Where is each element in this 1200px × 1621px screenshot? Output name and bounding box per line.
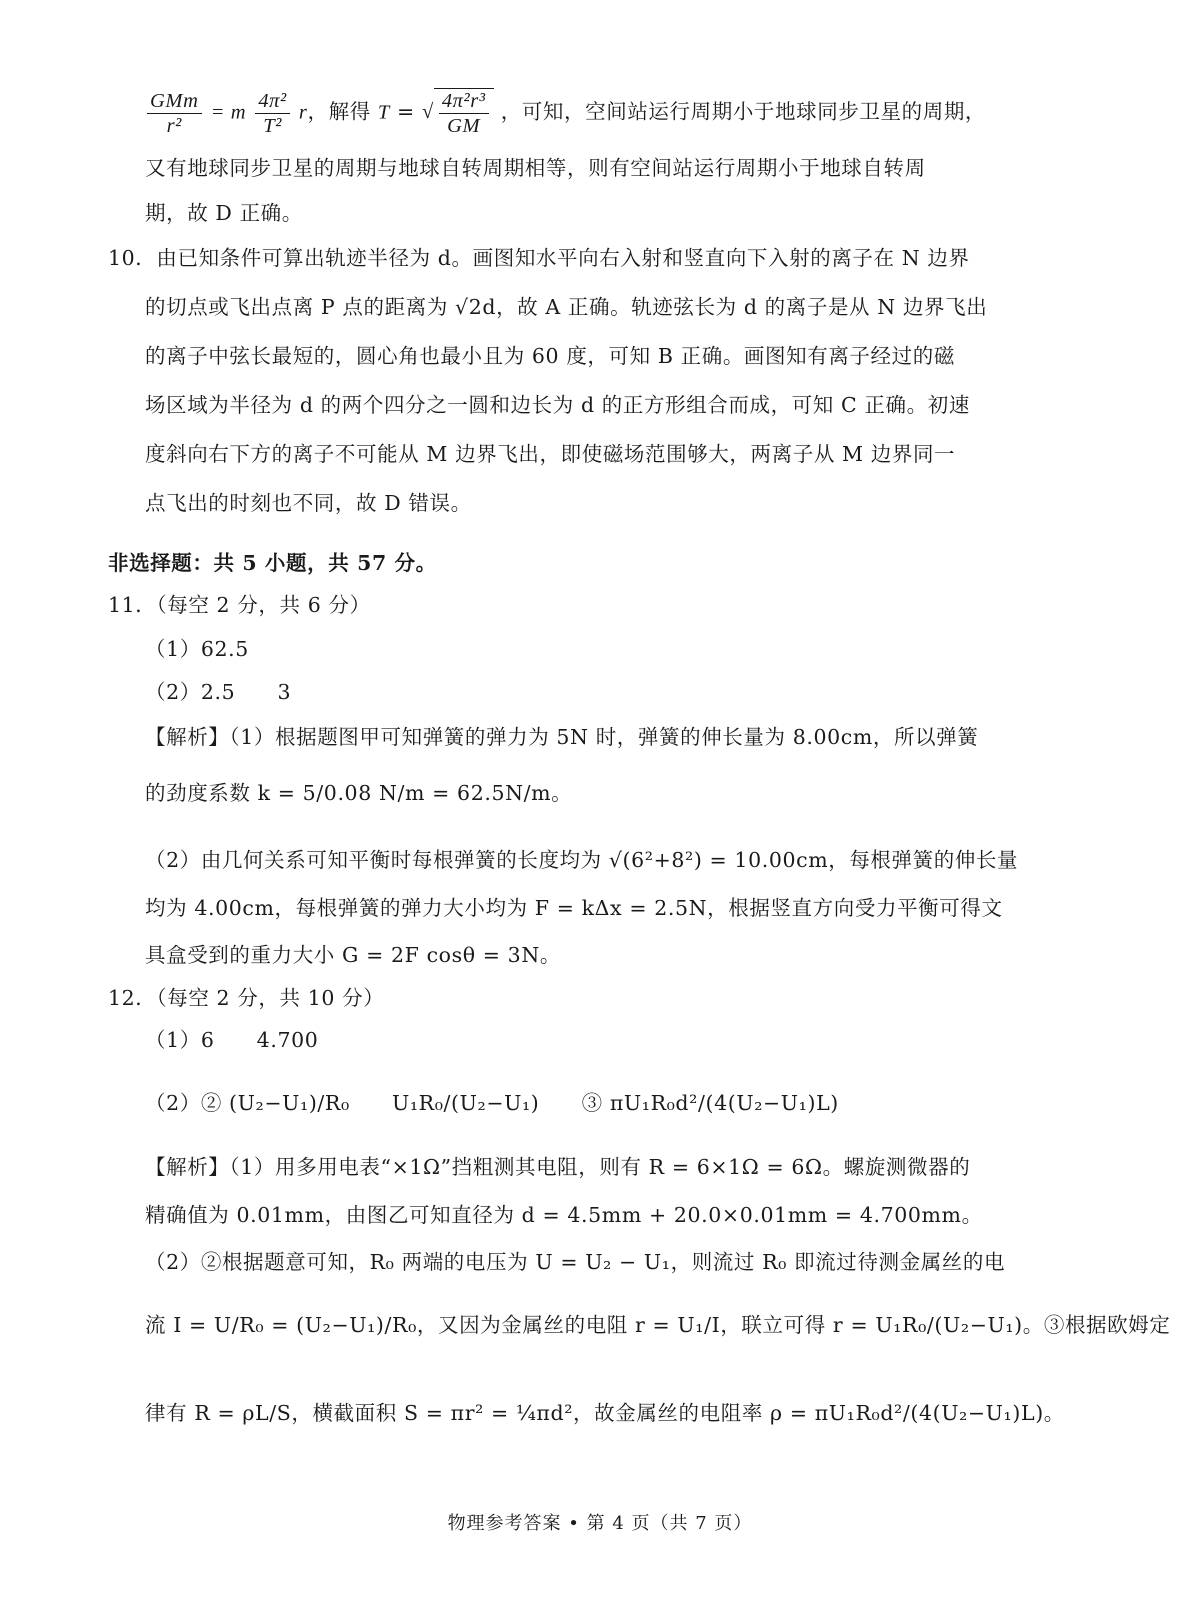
q9-line2: 又有地球同步卫星的周期与地球自转周期相等，则有空间站运行周期小于地球自转周 <box>145 156 926 180</box>
q11-exp1: 【解析】（1）根据题图甲可知弹簧的弹力为 5N 时，弹簧的伸长量为 8.00cm，所以弹簧 <box>145 725 979 749</box>
q9-frac-4pi2: $\frac{\text{4π²}}{\text{T²}}$ <box>255 89 289 138</box>
q9-line1: ，可知，空间站运行周期小于地球同步卫星的周期， <box>500 99 987 124</box>
q11-header: 11．（每空 2 分，共 6 分） <box>108 593 371 617</box>
q11-ans1: （1）62.5 <box>145 637 249 661</box>
q9-line3: 期，故 D 正确。 <box>145 201 303 225</box>
q9-frac-gmm: $\frac{\text{GMm}}{\text{r²}}$ <box>147 89 202 138</box>
q11-exp3: （2）由几何关系可知平衡时每根弹簧的长度均为 √(6²+8²) = 10.00cm，每根弹簧的伸长量 <box>145 848 1019 872</box>
section-title: 非选择题：共 5 小题，共 57 分。 <box>108 551 437 575</box>
q9-sqrt: √ $\frac{\text{4π²r³}}{GM}$ <box>422 88 494 138</box>
q12-ans1: （1）6 4.700 <box>145 1028 319 1052</box>
q11-exp4: 均为 4.00cm，每根弹簧的弹力大小均为 F = kΔx = 2.5N，根据竖直方向受力平衡可得文 <box>145 896 1003 920</box>
q9-formula-line: $\frac{\text{GMm}}{\text{r²}}$ = m $\frac{\text{4π²}}{\text{T²}}$ r，解得 T = √ $\frac{\text{4π²r³}}{GM}$ ，可知，空间站运行周期小于地球同步卫星的周期， <box>145 88 986 138</box>
q12-exp4: 流 I = U/R₀ = (U₂−U₁)/R₀，又因为金属丝的电阻 r = U₁/I，联立可得 r = U₁R₀/(U₂−U₁)。③根据欧姆定 <box>145 1313 1171 1337</box>
q10-line4: 场区域为半径为 d 的两个四分之一圆和边长为 d 的正方形组合而成，可知 C 正确。初速 <box>145 393 970 417</box>
q12-exp2: 精确值为 0.01mm，由图乙可知直径为 d = 4.5mm + 20.0×0.01mm = 4.700mm。 <box>145 1203 983 1227</box>
q12-ans2: （2）② (U₂−U₁)/R₀ U₁R₀/(U₂−U₁) ③ πU₁R₀d²/(4(U₂−U₁)L) <box>145 1091 839 1115</box>
q11-ans2: （2）2.5 3 <box>145 680 292 704</box>
q12-header: 12．（每空 2 分，共 10 分） <box>108 986 385 1010</box>
q10-line2: 的切点或飞出点离 P 点的距离为 √2d，故 A 正确。轨迹弦长为 d 的离子是从 N 边界飞出 <box>145 295 988 319</box>
q12-exp5: 律有 R = ρL/S，横截面积 S = πr² = ¼πd²，故金属丝的电阻率 ρ = πU₁R₀d²/(4(U₂−U₁)L)。 <box>145 1401 1065 1425</box>
q10-line3: 的离子中弦长最短的，圆心角也最小且为 60 度，可知 B 正确。画图知有离子经过的磁 <box>145 344 955 368</box>
q12-exp1: 【解析】（1）用多用电表“×1Ω”挡粗测其电阻，则有 R = 6×1Ω = 6Ω。螺旋测微器的 <box>145 1155 971 1179</box>
q10-line5: 度斜向右下方的离子不可能从 M 边界飞出，即使磁场范围够大，两离子从 M 边界同一 <box>145 442 956 466</box>
q12-exp3: （2）②根据题意可知，R₀ 两端的电压为 U = U₂ − U₁，则流过 R₀ 即流过待测金属丝的电 <box>145 1250 1006 1274</box>
q10-line1: 10．由已知条件可算出轨迹半径为 d。画图知水平向右入射和竖直向下入射的离子在 N 边界 <box>108 246 970 270</box>
q11-exp2: 的劲度系数 k = 5/0.08 N/m = 62.5N/m。 <box>145 781 573 805</box>
q10-line6: 点飞出的时刻也不同，故 D 错误。 <box>145 491 472 515</box>
q11-exp5: 具盒受到的重力大小 G = 2F cosθ = 3N。 <box>145 943 561 967</box>
page-footer: 物理参考答案 • 第 4 页（共 7 页） <box>447 1513 753 1534</box>
